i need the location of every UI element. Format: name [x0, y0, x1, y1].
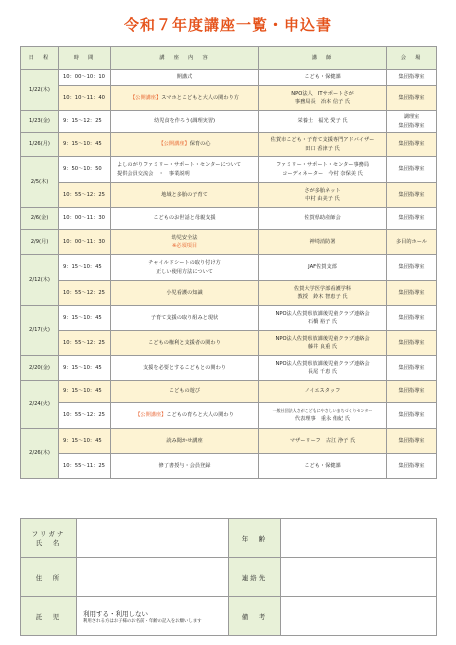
- header-row: [21, 47, 437, 70]
- content-cell: [111, 133, 259, 157]
- required-note: ※必須項目: [171, 243, 198, 249]
- table-row: [21, 331, 437, 356]
- lecturer-cell: マザーリーフ 古江 浄子 氏: [259, 429, 387, 454]
- content-cell: [111, 111, 259, 133]
- form-row-address: [21, 558, 437, 597]
- content-text: スマホとこどもと大人の関わり方: [161, 94, 239, 101]
- time-cell: 9：15〜10：45: [59, 381, 111, 403]
- content-cell: 子育て支援の取り組みと現状: [111, 306, 259, 331]
- table-row: [21, 157, 437, 183]
- table-row: [21, 281, 437, 306]
- name-label-text: 氏 名: [35, 539, 62, 547]
- lecturer-cell: ファミリー・サポート・センター事務局 コーディネーター 今村 奈保美 氏: [259, 157, 387, 183]
- content-cell: [111, 230, 259, 255]
- header-venue: 会 場: [387, 47, 437, 70]
- content-cell: よしのがりファミリー・サポート・センターについて 提供会員交流会 ・ 事業説明: [111, 157, 259, 183]
- table-row: [21, 230, 437, 255]
- venue-cell: 集団指導室: [387, 306, 437, 331]
- content-cell: こどもの権利と支援者の関わり: [111, 331, 259, 356]
- content-text: 幼児食を作ろう(調理実習): [153, 118, 216, 125]
- lecturer-name: 代表理事 重永 侑紀 氏: [294, 415, 351, 422]
- remarks-label: 備 考: [229, 597, 281, 636]
- venue-cell: 集団指導室: [387, 208, 437, 230]
- venue-cell: 集団指導室: [387, 157, 437, 183]
- time-cell: 9：50〜10：50: [59, 157, 111, 183]
- childcare-label: 託 児: [21, 597, 77, 636]
- venue-cell: 集団指導室: [387, 70, 437, 86]
- public-course-tag: 【公開講座】: [158, 141, 190, 148]
- venue-cell: 調理室 集団指導室: [387, 111, 437, 133]
- content-text: 幼児安全法: [171, 234, 198, 241]
- header-content: 講 座 内 容: [111, 47, 259, 70]
- content-cell: こどもの遊び: [111, 381, 259, 403]
- time-cell: 10：55〜11：25: [59, 454, 111, 479]
- date-cell: 2/12(木): [21, 255, 59, 306]
- time-cell: 9：15〜12：25: [59, 111, 111, 133]
- content-cell: [111, 70, 259, 86]
- date-cell: 2/24(火): [21, 381, 59, 429]
- time-cell: 10：55〜12：25: [59, 331, 111, 356]
- date-cell: 2/6(金): [21, 208, 59, 230]
- time-cell: 10：55〜12：25: [59, 183, 111, 208]
- lecturer-cell: [259, 403, 387, 429]
- content-text: こどもの育ちと大人の関わり: [166, 412, 234, 419]
- lecturer-cell: 神埼消防署: [259, 230, 387, 255]
- age-field[interactable]: [281, 519, 437, 558]
- date-cell: 2/20(金): [21, 356, 59, 381]
- name-label: [21, 519, 77, 558]
- content-text: 開講式: [176, 74, 193, 81]
- lecturer-cell: こども・保健課: [259, 70, 387, 86]
- address-label: 住 所: [21, 558, 77, 597]
- venue-cell: 集団指導室: [387, 183, 437, 208]
- venue-cell: 集団指導室: [387, 403, 437, 429]
- furigana-label: フリガナ: [31, 530, 66, 538]
- childcare-note: 利用される方はお子様のお名前・年齢の記入をお願いします: [83, 618, 202, 624]
- content-cell: チャイルドシートの取り付け方 正しい使用方法について: [111, 255, 259, 281]
- table-row: [21, 429, 437, 454]
- venue-cell: 集団指導室: [387, 255, 437, 281]
- content-cell: こどものお世話と母親支援: [111, 208, 259, 230]
- table-row: [21, 403, 437, 429]
- lecturer-cell: JAF佐賀支部: [259, 255, 387, 281]
- table-row: [21, 255, 437, 281]
- header-time: 時 間: [59, 47, 111, 70]
- lecturer-cell: 栄養士 福光 愛子 氏: [259, 111, 387, 133]
- public-course-tag: 【公開講座】: [135, 412, 167, 419]
- time-cell: 9：15〜10：45: [59, 255, 111, 281]
- lecturer-cell: さが多胎ネット 中村 由美子 氏: [259, 183, 387, 208]
- venue-cell: 集団指導室: [387, 331, 437, 356]
- contact-field[interactable]: [281, 558, 437, 597]
- table-row: [21, 381, 437, 403]
- date-cell: 2/17(火): [21, 306, 59, 356]
- lecturer-cell: 佐賀大学医学部看護学科 教授 鈴木 智恵子 氏: [259, 281, 387, 306]
- content-text: 保育の心: [189, 141, 211, 148]
- public-course-tag: 【公開講座】: [130, 94, 162, 101]
- content-cell: [111, 403, 259, 429]
- time-cell: 9：15〜10：45: [59, 133, 111, 157]
- lecturer-cell: ノイエスタッフ: [259, 381, 387, 403]
- lecturer-cell: 佐賀県助産師会: [259, 208, 387, 230]
- content-cell: 修了書授与・会員登録: [111, 454, 259, 479]
- lecturer-cell: 佐賀市こども・子育て支援専門アドバイザー 田口 香津子 氏: [259, 133, 387, 157]
- content-cell: [111, 86, 259, 111]
- application-form: [20, 518, 437, 636]
- venue-cell: 集団指導室: [387, 356, 437, 381]
- header-lecturer: 講 師: [259, 47, 387, 70]
- lecturer-org: 一般社団法人さがこどもにやさしいまちづくりセンター: [272, 408, 373, 414]
- address-field[interactable]: [77, 558, 229, 597]
- lecturer-cell: NPO法人佐賀県放課後児童クラブ連絡会 長尾 千恵 氏: [259, 356, 387, 381]
- venue-cell: 集団指導室: [387, 133, 437, 157]
- venue-cell: 集団指導室: [387, 381, 437, 403]
- table-row: [21, 356, 437, 381]
- time-cell: 9：15〜10：45: [59, 306, 111, 331]
- remarks-field[interactable]: [281, 597, 437, 636]
- venue-cell: 多目的ホール: [387, 230, 437, 255]
- age-label: 年 齢: [229, 519, 281, 558]
- date-cell: 1/22(木): [21, 70, 59, 111]
- table-row: [21, 70, 437, 86]
- content-cell: 読み聞かせ講座: [111, 429, 259, 454]
- content-cell: 小児看護の知識: [111, 281, 259, 306]
- table-row: [21, 111, 437, 133]
- time-cell: 10：00〜11：30: [59, 208, 111, 230]
- time-cell: 10：55〜12：25: [59, 281, 111, 306]
- name-field[interactable]: [77, 519, 229, 558]
- venue-cell: 集団指導室: [387, 429, 437, 454]
- time-cell: 10：10〜11：40: [59, 86, 111, 111]
- table-row: [21, 86, 437, 111]
- contact-label: 連絡先: [229, 558, 281, 597]
- table-row: [21, 306, 437, 331]
- time-cell: 10：00〜11：30: [59, 230, 111, 255]
- page-title: 令和７年度講座一覧・申込書: [123, 16, 332, 34]
- time-cell: 9：15〜10：45: [59, 356, 111, 381]
- time-cell: 10：55〜12：25: [59, 403, 111, 429]
- lecturer-cell: こども・保健課: [259, 454, 387, 479]
- date-cell: 2/9(月): [21, 230, 59, 255]
- date-cell: 2/26(木): [21, 429, 59, 479]
- content-cell: 支援を必要とするこどもとの関わり: [111, 356, 259, 381]
- childcare-field[interactable]: [77, 597, 229, 636]
- venue-cell: 集団指導室: [387, 281, 437, 306]
- header-date: 日 程: [21, 47, 59, 70]
- venue-cell: 集団指導室: [387, 86, 437, 111]
- table-row: [21, 208, 437, 230]
- date-cell: 2/5(木): [21, 157, 59, 208]
- lecturer-cell: NPO法人 ITサポートさが 事務局長 冶本 信子 氏: [259, 86, 387, 111]
- lecturer-cell: NPO法人佐賀県放課後児童クラブ連絡会 石橋 裕子 氏: [259, 306, 387, 331]
- form-row-childcare: [21, 597, 437, 636]
- lecturer-cell: NPO法人佐賀県放課後児童クラブ連絡会 藤井 良重 氏: [259, 331, 387, 356]
- table-row: [21, 454, 437, 479]
- table-row: [21, 133, 437, 157]
- content-cell: 地域と多胎の子育て: [111, 183, 259, 208]
- date-cell: 1/23(金): [21, 111, 59, 133]
- form-row-name: [21, 519, 437, 558]
- schedule-table: [20, 46, 437, 479]
- time-cell: 10：00〜10：10: [59, 70, 111, 86]
- table-row: [21, 183, 437, 208]
- venue-cell: 集団指導室: [387, 454, 437, 479]
- date-cell: 1/26(月): [21, 133, 59, 157]
- time-cell: 9：15〜10：45: [59, 429, 111, 454]
- childcare-options: 利用する・利用しない: [83, 609, 148, 618]
